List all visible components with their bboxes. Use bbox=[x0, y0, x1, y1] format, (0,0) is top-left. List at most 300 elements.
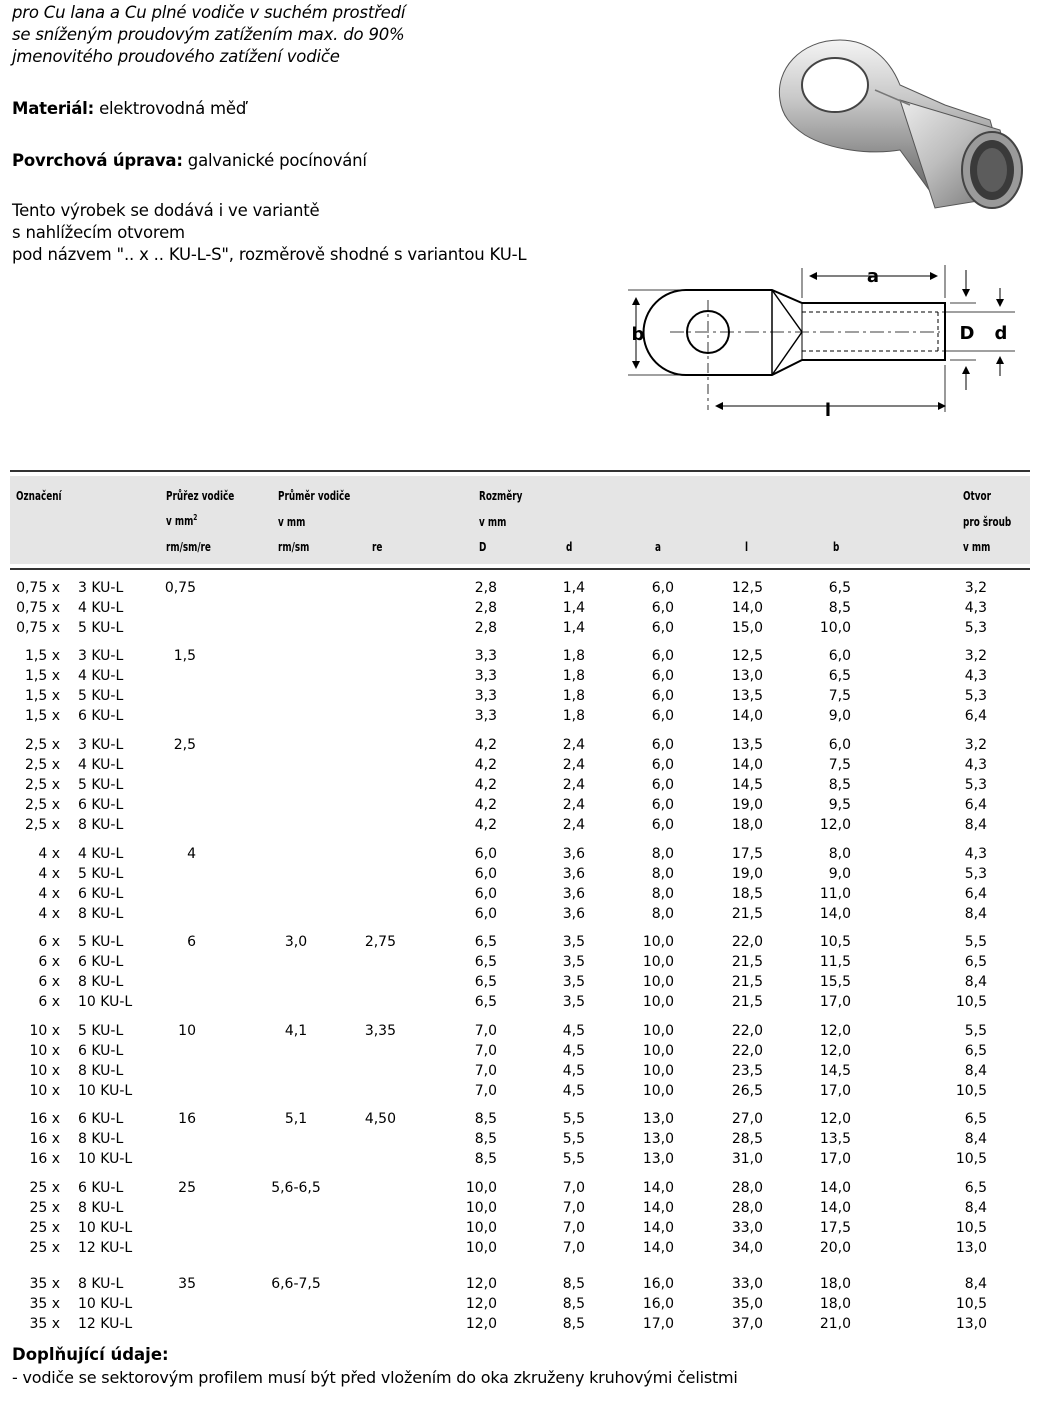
table-row bbox=[0, 598, 1045, 618]
cell-b: 7,5 bbox=[828, 688, 851, 704]
cell-d: 2,4 bbox=[562, 777, 585, 793]
cell-type: 12 KU-L bbox=[78, 1316, 133, 1332]
cell-type: 12 KU-L bbox=[78, 1240, 133, 1256]
cell-hole: 8,4 bbox=[964, 1131, 987, 1147]
cell-b: 17,5 bbox=[819, 1220, 851, 1236]
dim-label-l: l bbox=[824, 400, 832, 420]
cell-d: 2,4 bbox=[562, 737, 585, 753]
cell-d: 2,4 bbox=[562, 817, 585, 833]
table-top-rule bbox=[10, 470, 1030, 472]
cell-hole: 13,0 bbox=[955, 1240, 987, 1256]
cell-l: 28,5 bbox=[731, 1131, 763, 1147]
cell-D: 2,8 bbox=[474, 600, 497, 616]
cell-D: 4,2 bbox=[474, 737, 497, 753]
table-row bbox=[0, 1081, 1045, 1101]
cell-d: 3,5 bbox=[562, 994, 585, 1010]
cell-type: 8 KU-L bbox=[78, 906, 124, 922]
cell-cross-section: 25 bbox=[178, 1180, 196, 1196]
cell-l: 33,0 bbox=[731, 1220, 763, 1236]
cell-l: 22,0 bbox=[731, 1043, 763, 1059]
cell-D: 4,2 bbox=[474, 797, 497, 813]
cell-D: 7,0 bbox=[474, 1023, 497, 1039]
cell-a: 14,0 bbox=[642, 1240, 674, 1256]
cell-d: 7,0 bbox=[562, 1180, 585, 1196]
cell-d: 7,0 bbox=[562, 1200, 585, 1216]
cell-l: 34,0 bbox=[731, 1240, 763, 1256]
cell-prefix: 0,75 x bbox=[16, 580, 60, 596]
cell-type: 8 KU-L bbox=[78, 1063, 124, 1079]
cell-hole: 10,5 bbox=[955, 1151, 987, 1167]
cell-l: 13,5 bbox=[731, 737, 763, 753]
cell-diameter-re: 3,35 bbox=[364, 1023, 396, 1039]
cell-hole: 5,5 bbox=[964, 1023, 987, 1039]
cell-hole: 5,3 bbox=[964, 866, 987, 882]
cell-l: 14,0 bbox=[731, 757, 763, 773]
cell-hole: 4,3 bbox=[964, 600, 987, 616]
variant-line: pod názvem ".. x .. KU-L-S", rozměrově shodné s variantou KU-L bbox=[12, 245, 527, 264]
table-row bbox=[0, 1149, 1045, 1169]
cell-a: 6,0 bbox=[651, 580, 674, 596]
header-col-a: a bbox=[655, 540, 661, 554]
surface-value: galvanické pocínování bbox=[187, 151, 367, 170]
table-row bbox=[0, 952, 1045, 972]
cell-type: 10 KU-L bbox=[78, 994, 133, 1010]
cell-a: 17,0 bbox=[642, 1316, 674, 1332]
cell-D: 4,2 bbox=[474, 757, 497, 773]
cell-a: 10,0 bbox=[642, 954, 674, 970]
cell-diameter-re: 2,75 bbox=[364, 934, 396, 950]
cell-hole: 6,5 bbox=[964, 1111, 987, 1127]
cell-l: 26,5 bbox=[731, 1083, 763, 1099]
cell-b: 10,5 bbox=[819, 934, 851, 950]
cell-type: 8 KU-L bbox=[78, 817, 124, 833]
extra-info-title: Doplňující údaje: bbox=[12, 1345, 169, 1364]
cell-d: 8,5 bbox=[562, 1276, 585, 1292]
material-label: Materiál: bbox=[12, 99, 95, 118]
cell-a: 10,0 bbox=[642, 994, 674, 1010]
intro-line: se sníženým proudovým zatížením max. do 90% bbox=[12, 25, 405, 44]
cell-l: 14,0 bbox=[731, 600, 763, 616]
cell-d: 1,8 bbox=[562, 648, 585, 664]
cell-cross-section: 0,75 bbox=[164, 580, 196, 596]
cell-type: 10 KU-L bbox=[78, 1083, 133, 1099]
cell-type: 5 KU-L bbox=[78, 866, 124, 882]
cell-a: 6,0 bbox=[651, 817, 674, 833]
cell-hole: 8,4 bbox=[964, 1276, 987, 1292]
cell-a: 16,0 bbox=[642, 1296, 674, 1312]
cell-d: 7,0 bbox=[562, 1240, 585, 1256]
cell-b: 14,5 bbox=[819, 1063, 851, 1079]
cell-d: 2,4 bbox=[562, 757, 585, 773]
cell-prefix: 35 x bbox=[29, 1316, 60, 1332]
cell-prefix: 35 x bbox=[29, 1296, 60, 1312]
cell-b: 6,0 bbox=[828, 648, 851, 664]
cell-b: 10,0 bbox=[819, 620, 851, 636]
cell-b: 9,5 bbox=[828, 797, 851, 813]
cell-l: 23,5 bbox=[731, 1063, 763, 1079]
cell-d: 4,5 bbox=[562, 1023, 585, 1039]
cell-prefix: 25 x bbox=[29, 1240, 60, 1256]
variant-block bbox=[12, 200, 526, 266]
table-row bbox=[0, 1109, 1045, 1129]
table-row bbox=[0, 844, 1045, 864]
cell-type: 10 KU-L bbox=[78, 1151, 133, 1167]
header-hole-unit: v mm bbox=[963, 540, 991, 554]
header-col-d: d bbox=[566, 540, 573, 554]
cell-a: 6,0 bbox=[651, 737, 674, 753]
cell-b: 6,5 bbox=[828, 668, 851, 684]
cell-l: 35,0 bbox=[731, 1296, 763, 1312]
cell-hole: 4,3 bbox=[964, 757, 987, 773]
cell-l: 31,0 bbox=[731, 1151, 763, 1167]
cell-prefix: 2,5 x bbox=[25, 757, 60, 773]
table-header-rule bbox=[10, 568, 1030, 570]
header-diameter-unit: v mm bbox=[278, 515, 306, 529]
cell-d: 5,5 bbox=[562, 1151, 585, 1167]
cell-diameter-re: 4,50 bbox=[364, 1111, 396, 1127]
cell-b: 14,0 bbox=[819, 906, 851, 922]
cell-cross-section: 16 bbox=[178, 1111, 196, 1127]
cell-l: 19,0 bbox=[731, 797, 763, 813]
cell-b: 12,0 bbox=[819, 817, 851, 833]
cell-type: 5 KU-L bbox=[78, 688, 124, 704]
cell-type: 5 KU-L bbox=[78, 1023, 124, 1039]
cell-hole: 3,2 bbox=[964, 737, 987, 753]
cell-b: 17,0 bbox=[819, 1083, 851, 1099]
table-row bbox=[0, 1274, 1045, 1294]
cell-b: 11,5 bbox=[819, 954, 851, 970]
cell-hole: 6,5 bbox=[964, 954, 987, 970]
table-row bbox=[0, 755, 1045, 775]
cell-a: 8,0 bbox=[651, 866, 674, 882]
cell-D: 6,5 bbox=[474, 954, 497, 970]
cell-b: 12,0 bbox=[819, 1023, 851, 1039]
cell-D: 10,0 bbox=[465, 1240, 497, 1256]
cell-D: 6,0 bbox=[474, 866, 497, 882]
cell-cross-section: 2,5 bbox=[173, 737, 196, 753]
table-row bbox=[0, 795, 1045, 815]
cell-a: 13,0 bbox=[642, 1151, 674, 1167]
cell-d: 3,5 bbox=[562, 954, 585, 970]
cell-b: 8,5 bbox=[828, 777, 851, 793]
material-line bbox=[12, 98, 246, 120]
cell-b: 8,0 bbox=[828, 846, 851, 862]
table-row bbox=[0, 618, 1045, 638]
cell-prefix: 6 x bbox=[38, 934, 60, 950]
cell-prefix: 4 x bbox=[38, 906, 60, 922]
cell-D: 8,5 bbox=[474, 1111, 497, 1127]
table-row bbox=[0, 1129, 1045, 1149]
cell-b: 9,0 bbox=[828, 866, 851, 882]
table-row bbox=[0, 1294, 1045, 1314]
cell-prefix: 0,75 x bbox=[16, 600, 60, 616]
cell-a: 6,0 bbox=[651, 708, 674, 724]
cell-hole: 5,3 bbox=[964, 620, 987, 636]
header-diameter-sub2: re bbox=[372, 540, 383, 554]
cell-type: 3 KU-L bbox=[78, 648, 124, 664]
cell-hole: 6,5 bbox=[964, 1043, 987, 1059]
table-row bbox=[0, 992, 1045, 1012]
cell-d: 8,5 bbox=[562, 1316, 585, 1332]
cell-a: 10,0 bbox=[642, 974, 674, 990]
cell-hole: 3,2 bbox=[964, 648, 987, 664]
cell-b: 21,0 bbox=[819, 1316, 851, 1332]
cell-hole: 5,3 bbox=[964, 777, 987, 793]
cell-l: 28,0 bbox=[731, 1200, 763, 1216]
intro-line: pro Cu lana a Cu plné vodiče v suchém prostředí bbox=[12, 3, 406, 22]
cell-a: 6,0 bbox=[651, 688, 674, 704]
technical-drawing bbox=[620, 260, 1040, 420]
cell-b: 6,5 bbox=[828, 580, 851, 596]
cell-D: 6,5 bbox=[474, 974, 497, 990]
cell-D: 2,8 bbox=[474, 580, 497, 596]
cell-b: 17,0 bbox=[819, 1151, 851, 1167]
cell-D: 2,8 bbox=[474, 620, 497, 636]
cell-prefix: 6 x bbox=[38, 954, 60, 970]
cell-a: 6,0 bbox=[651, 797, 674, 813]
material-value: elektrovodná měď bbox=[99, 99, 247, 118]
cell-l: 13,5 bbox=[731, 688, 763, 704]
cell-hole: 4,3 bbox=[964, 668, 987, 684]
cell-d: 3,5 bbox=[562, 934, 585, 950]
cell-hole: 4,3 bbox=[964, 846, 987, 862]
cell-b: 14,0 bbox=[819, 1200, 851, 1216]
header-col-l: l bbox=[745, 540, 749, 554]
surface-label: Povrchová úprava: bbox=[12, 151, 183, 170]
cell-prefix: 1,5 x bbox=[25, 708, 60, 724]
cell-d: 3,5 bbox=[562, 974, 585, 990]
cell-a: 10,0 bbox=[642, 1083, 674, 1099]
cell-a: 10,0 bbox=[642, 1023, 674, 1039]
cell-D: 7,0 bbox=[474, 1063, 497, 1079]
table-row bbox=[0, 775, 1045, 795]
cell-a: 6,0 bbox=[651, 668, 674, 684]
cell-a: 14,0 bbox=[642, 1200, 674, 1216]
cell-prefix: 2,5 x bbox=[25, 737, 60, 753]
cell-a: 14,0 bbox=[642, 1180, 674, 1196]
cell-d: 8,5 bbox=[562, 1296, 585, 1312]
cell-type: 4 KU-L bbox=[78, 600, 124, 616]
cell-l: 21,5 bbox=[731, 954, 763, 970]
cell-l: 21,5 bbox=[731, 906, 763, 922]
dim-label-b: b bbox=[631, 324, 645, 345]
cell-l: 18,5 bbox=[731, 886, 763, 902]
table-row bbox=[0, 884, 1045, 904]
cell-l: 17,5 bbox=[731, 846, 763, 862]
cable-lug-photo bbox=[760, 30, 1045, 220]
cell-prefix: 35 x bbox=[29, 1276, 60, 1292]
dim-label-d: d bbox=[994, 323, 1008, 344]
intro-line: jmenovitého proudového zatížení vodiče bbox=[12, 47, 340, 66]
cell-D: 6,5 bbox=[474, 994, 497, 1010]
extra-info-text: - vodiče se sektorovým profilem musí být před vložením do oka zkruženy kruhovými čelistmi bbox=[12, 1368, 738, 1387]
cell-prefix: 2,5 x bbox=[25, 797, 60, 813]
cell-l: 15,0 bbox=[731, 620, 763, 636]
cell-D: 3,3 bbox=[474, 688, 497, 704]
cell-l: 21,5 bbox=[731, 974, 763, 990]
cell-a: 13,0 bbox=[642, 1111, 674, 1127]
cell-type: 8 KU-L bbox=[78, 1276, 124, 1292]
cell-hole: 8,4 bbox=[964, 817, 987, 833]
cell-diameter-rmsm: 5,1 bbox=[284, 1111, 308, 1127]
cell-a: 10,0 bbox=[642, 1043, 674, 1059]
cell-prefix: 6 x bbox=[38, 994, 60, 1010]
cell-a: 16,0 bbox=[642, 1276, 674, 1292]
cell-diameter-rmsm: 3,0 bbox=[284, 934, 308, 950]
cell-hole: 8,4 bbox=[964, 974, 987, 990]
cell-d: 1,4 bbox=[562, 600, 585, 616]
cell-prefix: 0,75 x bbox=[16, 620, 60, 636]
cell-D: 3,3 bbox=[474, 648, 497, 664]
cell-prefix: 10 x bbox=[29, 1043, 60, 1059]
table-row bbox=[0, 1314, 1045, 1334]
cell-hole: 10,5 bbox=[955, 1220, 987, 1236]
cell-hole: 6,4 bbox=[964, 708, 987, 724]
cell-b: 6,0 bbox=[828, 737, 851, 753]
cell-a: 8,0 bbox=[651, 886, 674, 902]
cell-hole: 10,5 bbox=[955, 1083, 987, 1099]
cell-cross-section: 35 bbox=[178, 1276, 196, 1292]
cell-cross-section: 1,5 bbox=[173, 648, 196, 664]
cell-d: 5,5 bbox=[562, 1111, 585, 1127]
cell-d: 5,5 bbox=[562, 1131, 585, 1147]
cell-prefix: 25 x bbox=[29, 1200, 60, 1216]
cell-hole: 3,2 bbox=[964, 580, 987, 596]
cell-D: 7,0 bbox=[474, 1083, 497, 1099]
cell-D: 12,0 bbox=[465, 1316, 497, 1332]
cell-l: 28,0 bbox=[731, 1180, 763, 1196]
cell-prefix: 16 x bbox=[29, 1111, 60, 1127]
cell-prefix: 16 x bbox=[29, 1151, 60, 1167]
cell-type: 6 KU-L bbox=[78, 954, 124, 970]
cell-cross-section: 4 bbox=[187, 846, 196, 862]
cell-l: 12,5 bbox=[731, 580, 763, 596]
cell-a: 13,0 bbox=[642, 1131, 674, 1147]
cell-type: 6 KU-L bbox=[78, 797, 124, 813]
cell-prefix: 16 x bbox=[29, 1131, 60, 1147]
cell-type: 5 KU-L bbox=[78, 777, 124, 793]
cell-prefix: 10 x bbox=[29, 1063, 60, 1079]
cell-type: 6 KU-L bbox=[78, 1111, 124, 1127]
cell-d: 7,0 bbox=[562, 1220, 585, 1236]
cell-diameter-rmsm: 6,6-7,5 bbox=[271, 1276, 321, 1292]
cell-d: 1,8 bbox=[562, 708, 585, 724]
cell-b: 17,0 bbox=[819, 994, 851, 1010]
cell-l: 37,0 bbox=[731, 1316, 763, 1332]
dim-label-a: a bbox=[866, 266, 880, 287]
cell-diameter-rmsm: 4,1 bbox=[284, 1023, 308, 1039]
cell-hole: 6,4 bbox=[964, 886, 987, 902]
surface-line bbox=[12, 150, 367, 172]
cell-prefix: 25 x bbox=[29, 1180, 60, 1196]
cell-b: 9,0 bbox=[828, 708, 851, 724]
cell-a: 6,0 bbox=[651, 600, 674, 616]
cell-b: 7,5 bbox=[828, 757, 851, 773]
table-row bbox=[0, 646, 1045, 666]
cell-D: 3,3 bbox=[474, 668, 497, 684]
cell-b: 11,0 bbox=[819, 886, 851, 902]
cell-a: 10,0 bbox=[642, 1063, 674, 1079]
cell-prefix: 1,5 x bbox=[25, 688, 60, 704]
cell-b: 8,5 bbox=[828, 600, 851, 616]
table-row bbox=[0, 904, 1045, 924]
cell-b: 18,0 bbox=[819, 1296, 851, 1312]
cell-prefix: 10 x bbox=[29, 1023, 60, 1039]
cell-type: 10 KU-L bbox=[78, 1296, 133, 1312]
cell-prefix: 2,5 x bbox=[25, 777, 60, 793]
header-diameter-sub1: rm/sm bbox=[278, 540, 310, 554]
cell-d: 4,5 bbox=[562, 1043, 585, 1059]
cell-d: 3,6 bbox=[562, 906, 585, 922]
dim-label-D: D bbox=[959, 323, 975, 344]
table-row bbox=[0, 1218, 1045, 1238]
cell-cross-section: 6 bbox=[187, 934, 196, 950]
cell-d: 1,4 bbox=[562, 620, 585, 636]
cell-D: 10,0 bbox=[465, 1180, 497, 1196]
cell-l: 13,0 bbox=[731, 668, 763, 684]
cell-hole: 6,5 bbox=[964, 1180, 987, 1196]
cell-D: 10,0 bbox=[465, 1200, 497, 1216]
cell-prefix: 1,5 x bbox=[25, 668, 60, 684]
cell-hole: 5,5 bbox=[964, 934, 987, 950]
table-row bbox=[0, 1041, 1045, 1061]
header-cross-section-unit: v $mm^2$ bbox=[166, 513, 198, 528]
header-col-D: D bbox=[479, 540, 487, 554]
header-dimensions: Rozměry bbox=[479, 489, 523, 503]
variant-line: Tento výrobek se dodává i ve variantě bbox=[12, 201, 320, 220]
cell-hole: 8,4 bbox=[964, 1200, 987, 1216]
table-row bbox=[0, 1238, 1045, 1258]
table-row bbox=[0, 1061, 1045, 1081]
cell-d: 1,8 bbox=[562, 668, 585, 684]
cell-a: 6,0 bbox=[651, 648, 674, 664]
cell-type: 4 KU-L bbox=[78, 846, 124, 862]
cell-diameter-rmsm: 5,6-6,5 bbox=[271, 1180, 321, 1196]
header-diameter: Průměr vodiče bbox=[278, 489, 351, 503]
cell-d: 4,5 bbox=[562, 1063, 585, 1079]
cell-d: 2,4 bbox=[562, 797, 585, 813]
cell-type: 8 KU-L bbox=[78, 974, 124, 990]
cell-l: 22,0 bbox=[731, 1023, 763, 1039]
cell-D: 7,0 bbox=[474, 1043, 497, 1059]
cell-D: 8,5 bbox=[474, 1151, 497, 1167]
header-hole: Otvor bbox=[963, 489, 991, 503]
cell-type: 6 KU-L bbox=[78, 708, 124, 724]
cell-b: 20,0 bbox=[819, 1240, 851, 1256]
variant-line: s nahlížecím otvorem bbox=[12, 223, 185, 242]
cell-D: 4,2 bbox=[474, 817, 497, 833]
cell-type: 5 KU-L bbox=[78, 620, 124, 636]
intro-block bbox=[12, 2, 572, 68]
cell-type: 10 KU-L bbox=[78, 1220, 133, 1236]
header-cross-section-sub: rm/sm/re bbox=[166, 540, 211, 554]
cell-a: 10,0 bbox=[642, 934, 674, 950]
table-row bbox=[0, 735, 1045, 755]
cell-hole: 6,4 bbox=[964, 797, 987, 813]
cell-hole: 5,3 bbox=[964, 688, 987, 704]
cell-prefix: 25 x bbox=[29, 1220, 60, 1236]
cell-b: 12,0 bbox=[819, 1043, 851, 1059]
table-row bbox=[0, 686, 1045, 706]
cell-l: 19,0 bbox=[731, 866, 763, 882]
table-row bbox=[0, 578, 1045, 598]
cell-a: 8,0 bbox=[651, 846, 674, 862]
cell-hole: 8,4 bbox=[964, 1063, 987, 1079]
cell-type: 4 KU-L bbox=[78, 757, 124, 773]
cell-D: 6,5 bbox=[474, 934, 497, 950]
cell-a: 6,0 bbox=[651, 777, 674, 793]
table-row bbox=[0, 1178, 1045, 1198]
